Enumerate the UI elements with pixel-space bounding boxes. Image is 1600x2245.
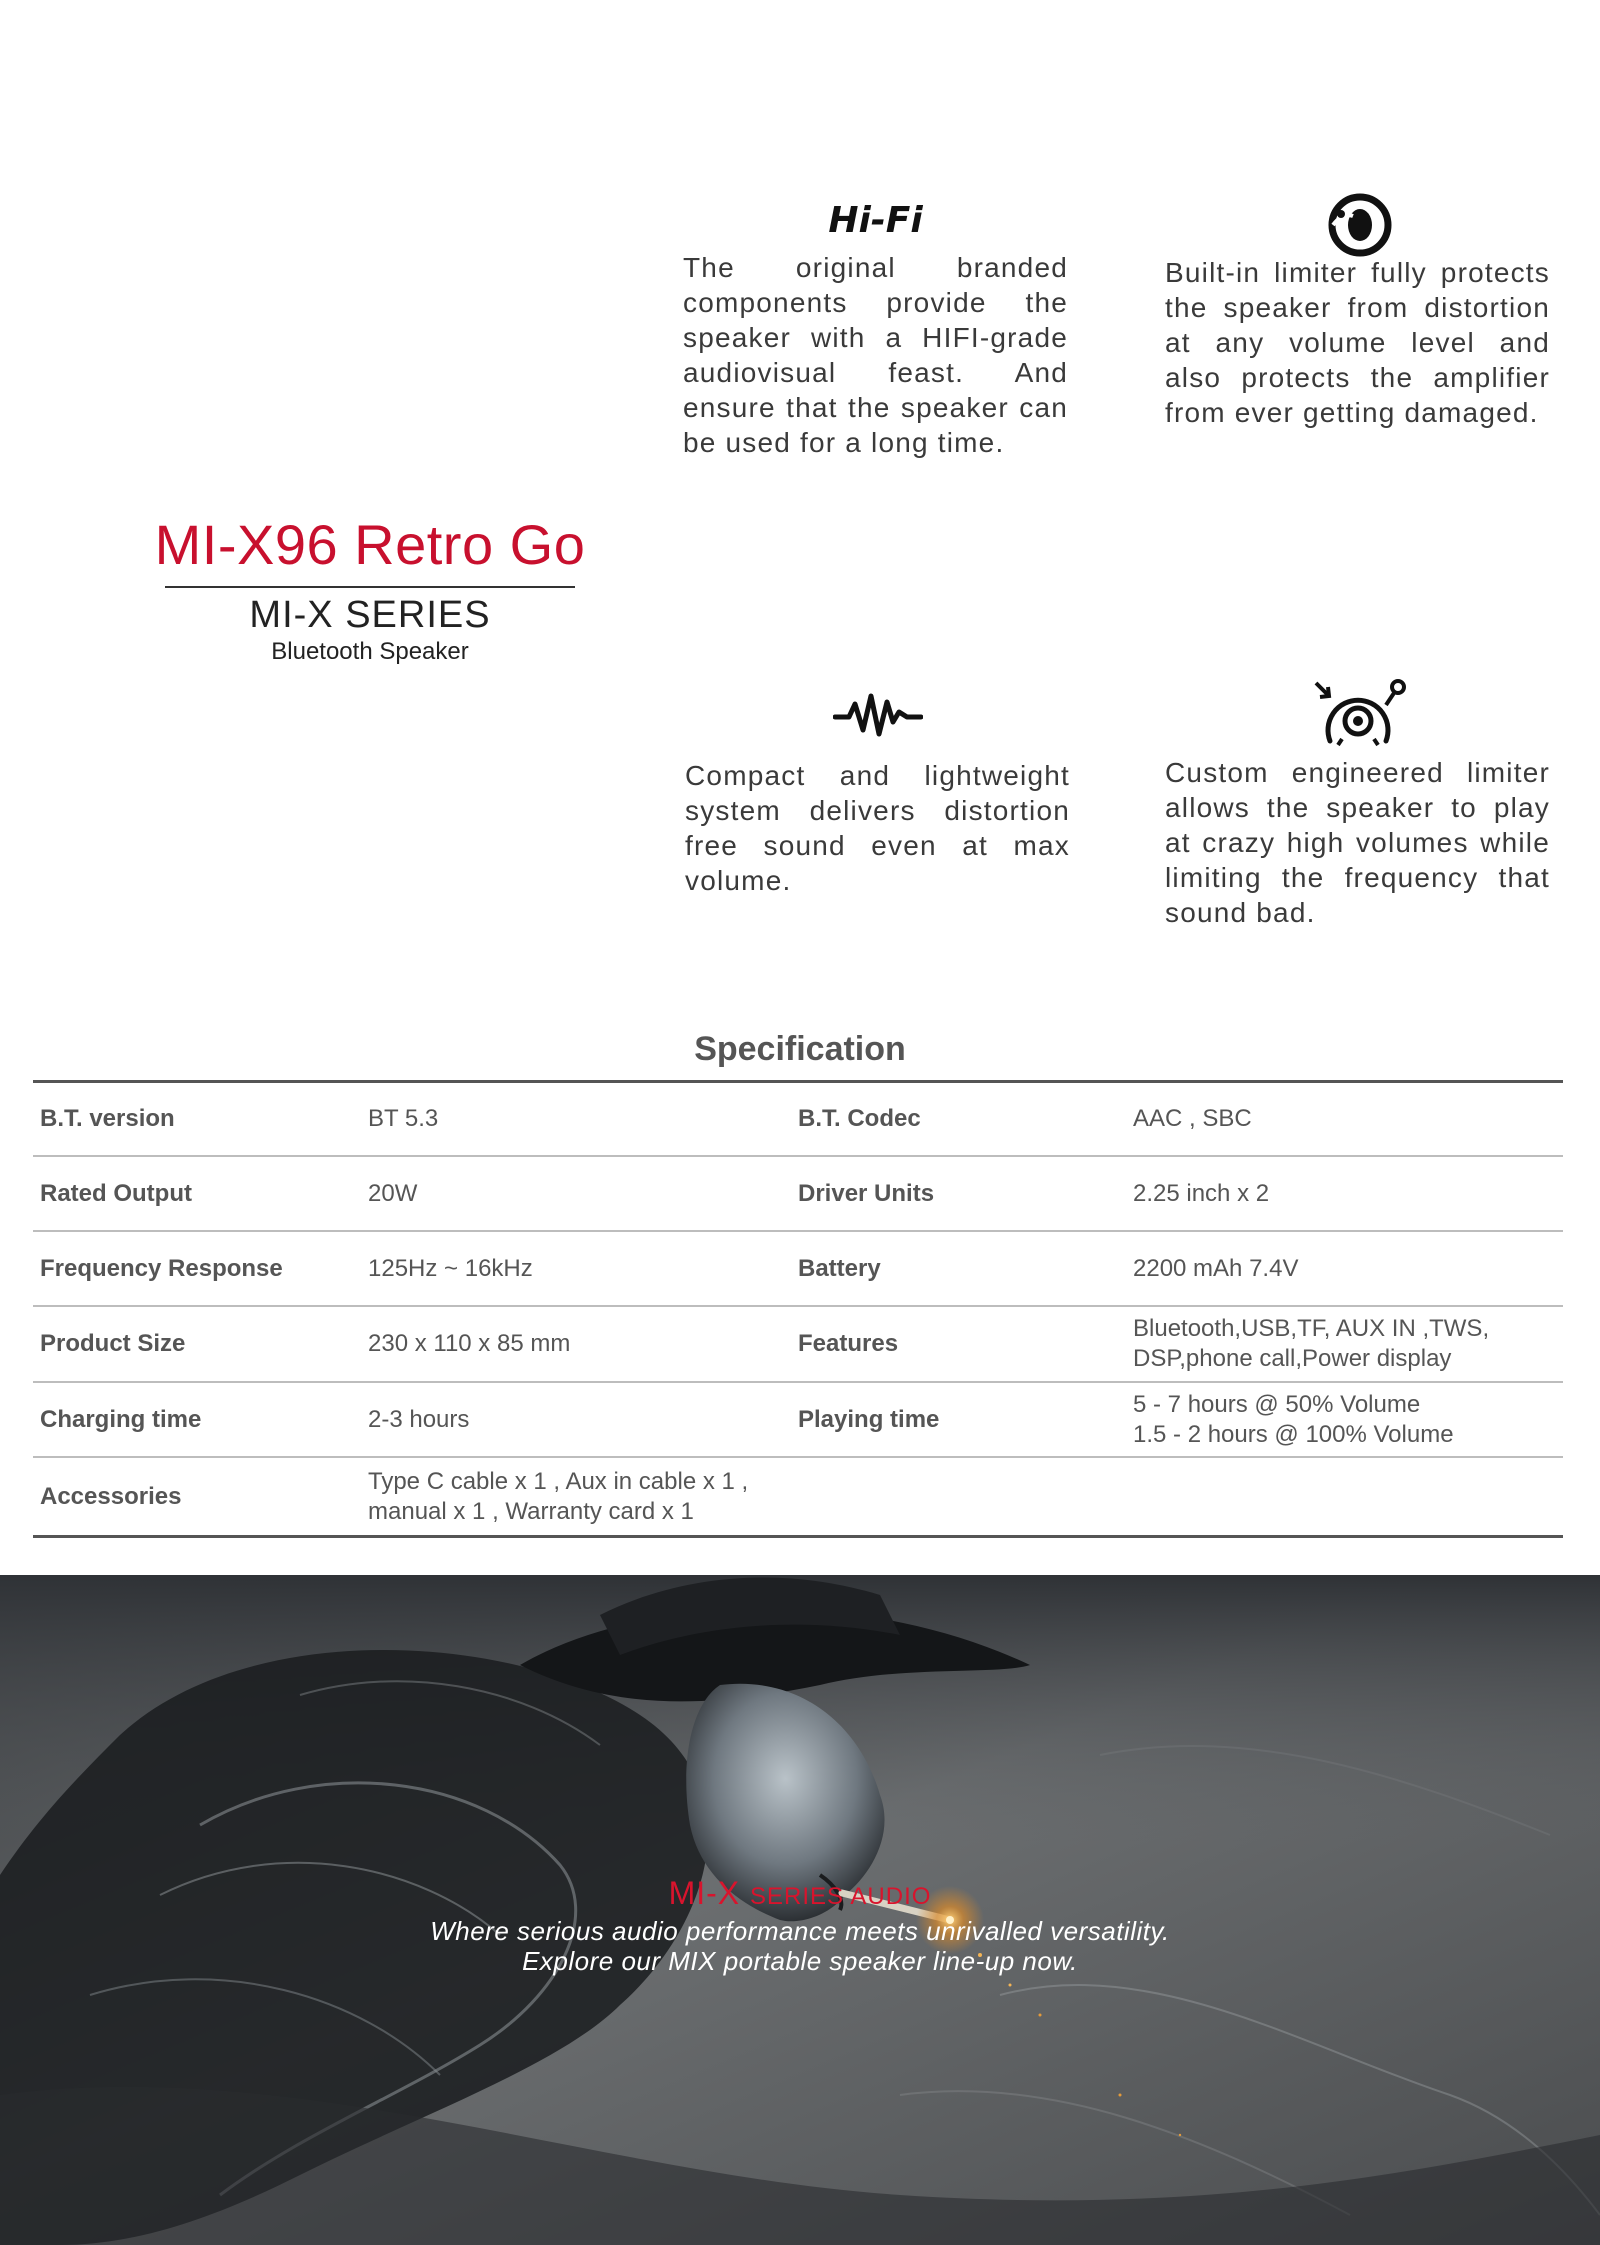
spec-value: 2200 mAh 7.4V [1133,1254,1299,1282]
feature-limiter-text: Built-in limiter fully protects the speaker from distortion at any volume level and also protects the amplifier from ever getting damaged. [1165,257,1550,428]
product-title-block [110,512,630,666]
product-title: MI-X96 Retro Go [154,513,586,576]
banner-caption [0,1875,1600,1976]
spec-value-line: Type C cable x 1 , Aux in cable x 1 , [368,1467,749,1495]
product-series: MI-X SERIES [249,594,491,636]
spec-label: Charging time [40,1405,202,1433]
spec-label: B.T. version [40,1105,175,1132]
spec-value-line: 1.5 - 2 hours @ 100% Volume [1133,1420,1454,1448]
spec-row [33,1383,1563,1458]
hi-fi-logo [683,188,1068,252]
product-type: Bluetooth Speaker [271,638,469,665]
gauge-speaker-icon-graphic [1308,679,1408,751]
feature-compact-text: Compact and lightweight system delivers distortion free sound even at max volume. [685,760,1070,896]
spec-label: Product Size [40,1330,186,1357]
spec-value-multiline [368,1467,798,1527]
specification-table [33,1080,1563,1538]
speaker-icon [1165,185,1550,265]
spec-row [33,1232,1563,1307]
spec-label: B.T. Codec [798,1105,921,1132]
feature-hifi-text: The original branded components provide the speaker with a HIFI-grade audiovisual feast. And ensure that the speaker can be used for a long time. [683,252,1068,458]
feature-limiter [1165,185,1550,430]
spec-value-line: manual x 1 , Warranty card x 1 [368,1497,694,1525]
spec-value: 230 x 110 x 85 mm [368,1330,571,1357]
spec-value: 125Hz ~ 16kHz [368,1254,533,1282]
feature-hifi [683,188,1068,460]
banner-brand-sub: SERIES AUDIO [750,1883,932,1910]
spec-row [33,1458,1563,1538]
gauge-speaker-icon [1165,675,1550,755]
banner-brand-main: MI-X [668,1875,741,1911]
spec-value-line: 5 - 7 hours @ 50% Volume [1133,1390,1421,1418]
spec-value: AAC , SBC [1133,1105,1252,1132]
title-divider [165,586,575,588]
spec-label: Driver Units [798,1179,935,1207]
banner-tagline-1: Where serious audio performance meets unrivalled versatility. [430,1916,1170,1946]
spec-value-multiline [1133,1390,1563,1450]
spec-label: Accessories [40,1482,182,1510]
feature-compact [685,680,1070,898]
specification-title: Specification [694,1030,906,1068]
speaker-icon-graphic [1323,190,1393,260]
spec-value: 20W [368,1179,418,1207]
spec-label: Features [798,1330,899,1357]
spec-label: Playing time [798,1405,940,1433]
spec-label: Battery [798,1254,881,1282]
banner-brand [0,1875,1600,1912]
hi-fi-logo-text: Hi-Fi [828,199,923,241]
spec-value: 2-3 hours [368,1405,470,1433]
feature-custom-text: Custom engineered limiter allows the speaker to play at crazy high volumes while limiting the frequency that sound bad. [1165,757,1550,928]
spec-label: Rated Output [40,1179,192,1207]
spec-row [33,1083,1563,1157]
waveform-icon-graphic [833,690,923,740]
spec-value: BT 5.3 [368,1105,439,1132]
banner-tagline-2: Explore our MIX portable speaker line-up now. [522,1946,1078,1976]
spec-row [33,1157,1563,1232]
waveform-icon [685,680,1070,750]
spec-value: 2.25 inch x 2 [1133,1179,1270,1207]
spec-row [33,1307,1563,1383]
spec-value: Bluetooth,USB,TF, AUX IN ,TWS, DSP,phone call,Power display [1133,1315,1490,1372]
feature-custom [1165,675,1550,930]
spec-label: Frequency Response [40,1254,283,1282]
